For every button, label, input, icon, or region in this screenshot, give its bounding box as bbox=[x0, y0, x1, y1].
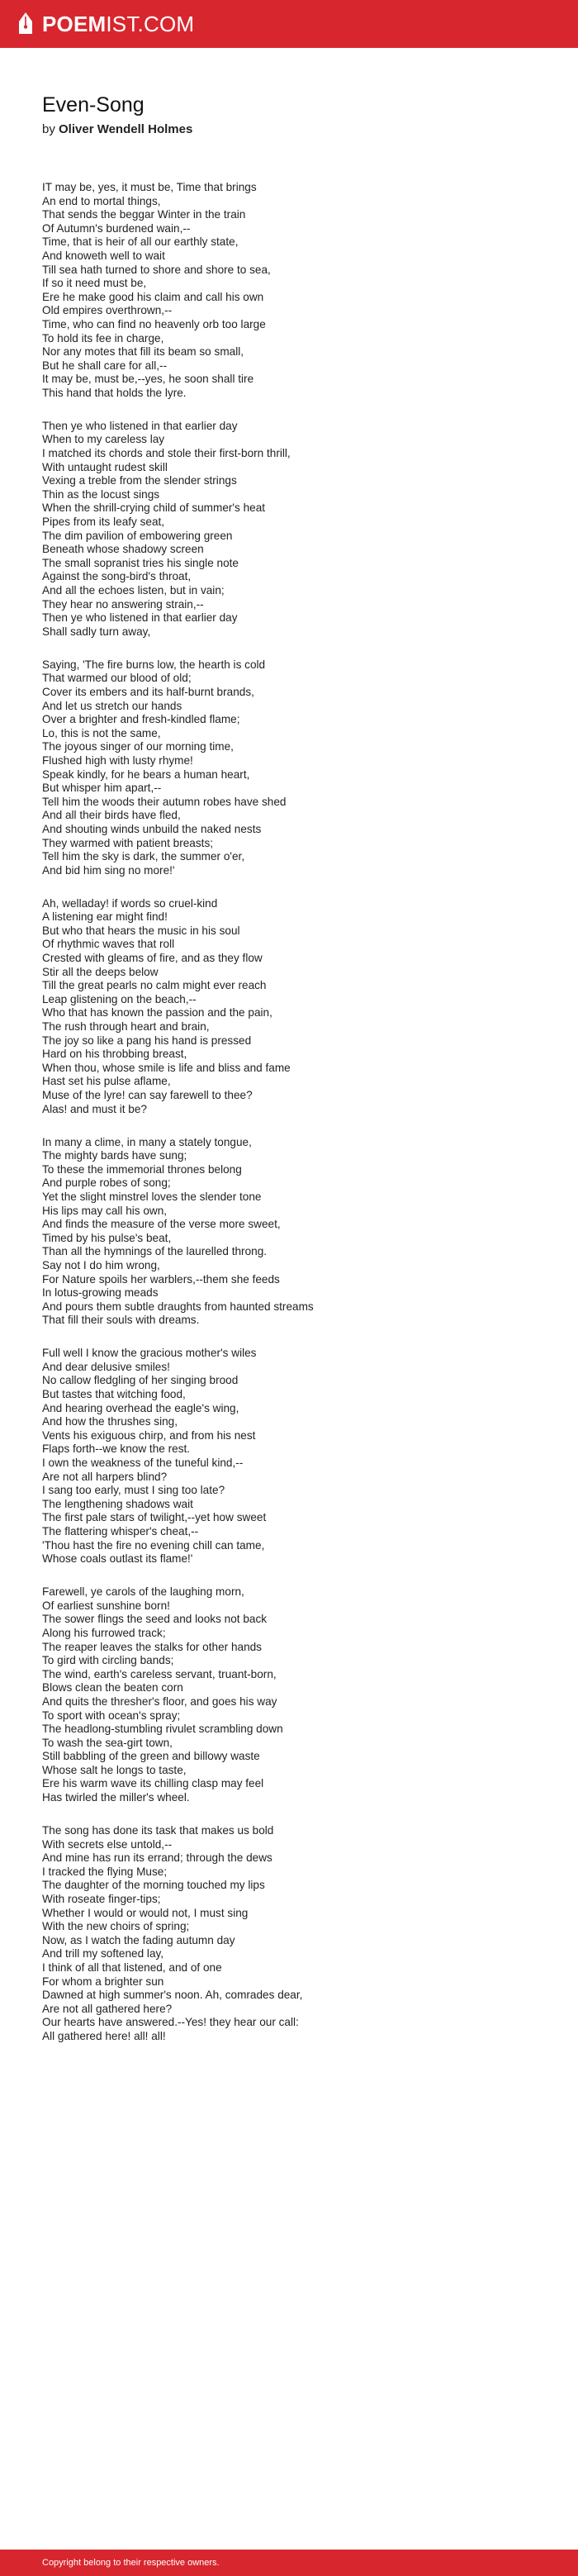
logo-text bbox=[42, 11, 194, 37]
poem-stanza bbox=[42, 1585, 554, 1805]
poem-line: Are not all gathered here? bbox=[42, 2002, 173, 2015]
poem-title: Even-Song bbox=[42, 93, 144, 116]
poem-line: That warmed our blood of old; bbox=[42, 672, 192, 685]
poem-line: Yet the slight minstrel loves the slender tone bbox=[42, 1190, 262, 1203]
poem-line: That fill their souls with dreams. bbox=[42, 1314, 200, 1327]
poem-line: For Nature spoils her warblers,--them she feeds bbox=[42, 1272, 280, 1286]
poem-line: In many a clime, in many a stately tongue, bbox=[42, 1135, 252, 1148]
poem-line: Full well I know the gracious mother's wiles bbox=[42, 1347, 257, 1360]
poem-line: Tell him the woods their autumn robes have shed bbox=[42, 795, 287, 808]
poem-line: Speak kindly, for he bears a human heart, bbox=[42, 768, 250, 781]
poem-line: IT may be, yes, it must be, Time that brings bbox=[42, 181, 257, 193]
poem-line: With secrets else untold,-- bbox=[42, 1837, 173, 1851]
poem-line: The lengthening shadows wait bbox=[42, 1497, 193, 1510]
poem-line: Timed by his pulse's beat, bbox=[42, 1231, 172, 1244]
poem-line: The flattering whisper's cheat,-- bbox=[42, 1524, 199, 1538]
poem-line: And finds the measure of the verse more sweet, bbox=[42, 1218, 281, 1231]
poem-line: And all their birds have fled, bbox=[42, 809, 181, 822]
poem-line: Pipes from its leafy seat, bbox=[42, 516, 165, 529]
poem-line: With roseate finger-tips; bbox=[42, 1893, 161, 1906]
poem-line: Then ye who listened in that earlier day bbox=[42, 611, 238, 625]
poem-line: To these the immemorial thrones belong bbox=[42, 1162, 242, 1176]
poem-line: Then ye who listened in that earlier day bbox=[42, 419, 238, 432]
poem-line: The daughter of the morning touched my lips bbox=[42, 1879, 265, 1892]
poem-line: And shouting winds unbuild the naked nests bbox=[42, 822, 262, 835]
poem-line: The joyous singer of our morning time, bbox=[42, 740, 234, 753]
poem-line: And trill my softened lay, bbox=[42, 1947, 164, 1961]
poem-line: I sang too early, must I sing too late? bbox=[42, 1484, 225, 1497]
site-header bbox=[0, 0, 578, 48]
poem-line: For whom a brighter sun bbox=[42, 1975, 164, 1988]
poem-byline bbox=[42, 121, 192, 138]
poem-line: Along his furrowed track; bbox=[42, 1626, 166, 1639]
poem-line: No callow fledgling of her singing brood bbox=[42, 1374, 239, 1387]
poem-line: Our hearts have answered.--Yes! they hear our call: bbox=[42, 2016, 299, 2029]
author-link[interactable]: Oliver Wendell Holmes bbox=[59, 122, 193, 136]
poem-line: All gathered here! all! all! bbox=[42, 2029, 166, 2042]
poem-line: It may be, must be,--yes, he soon shall tire bbox=[42, 373, 254, 386]
poem-line: To gird with circling bands; bbox=[42, 1654, 174, 1667]
poem-line: In lotus-growing meads bbox=[42, 1286, 159, 1300]
poem-stanza bbox=[42, 420, 554, 639]
poem-line: Muse of the lyre! can say farewell to thee? bbox=[42, 1088, 253, 1101]
poem-line: Vents his exiguous chirp, and from his nest bbox=[42, 1428, 256, 1442]
poem-stanza bbox=[42, 1824, 554, 2044]
poem-line: Of Autumn's burdened wain,-- bbox=[42, 221, 191, 235]
poem-line: When to my careless lay bbox=[42, 433, 165, 446]
poem-line: Ere his warm wave its chilling clasp may feel bbox=[42, 1777, 264, 1790]
poem-line: To hold its fee in charge, bbox=[42, 331, 164, 345]
poem-line: Time, that is heir of all our earthly state, bbox=[42, 235, 239, 249]
poem-line: Hard on his throbbing breast, bbox=[42, 1048, 187, 1061]
poem-line: Against the song-bird's throat, bbox=[42, 570, 192, 583]
poem-line: Beneath whose shadowy screen bbox=[42, 543, 204, 556]
poem-line: Ere he make good his claim and call his own bbox=[42, 290, 264, 303]
poem-line: A listening ear might find! bbox=[42, 910, 168, 924]
poem-line: And let us stretch our hands bbox=[42, 699, 182, 712]
copyright-text: Copyright belong to their respective owners. bbox=[42, 2558, 220, 2568]
poem-line: And knoweth well to wait bbox=[42, 249, 165, 262]
poem-line: This hand that holds the lyre. bbox=[42, 386, 187, 399]
poem-line: But tastes that witching food, bbox=[42, 1388, 186, 1401]
poem-line: And hearing overhead the eagle's wing, bbox=[42, 1401, 239, 1414]
poem-line: The headlong-stumbling rivulet scrambling down bbox=[42, 1723, 283, 1736]
poem-line: To wash the sea-girt town, bbox=[42, 1736, 173, 1749]
poem-line: Ah, welladay! if words so cruel-kind bbox=[42, 896, 218, 910]
poem-line: The joy so like a pang his hand is pressed bbox=[42, 1034, 252, 1047]
poem-line: Hast set his pulse aflame, bbox=[42, 1075, 171, 1088]
poem-line: Are not all harpers blind? bbox=[42, 1470, 168, 1483]
poem-line: Lo, this is not the same, bbox=[42, 726, 161, 739]
poem-line: And dear delusive smiles! bbox=[42, 1360, 170, 1373]
poem-line: Vexing a treble from the slender strings bbox=[42, 474, 237, 487]
poem-line: His lips may call his own, bbox=[42, 1204, 168, 1217]
poem-line: And bid him sing no more!' bbox=[42, 863, 175, 877]
poem-line: Has twirled the miller's wheel. bbox=[42, 1791, 190, 1804]
poem-line: And purple robes of song; bbox=[42, 1176, 171, 1190]
logo-text-light: IST.COM bbox=[106, 12, 195, 36]
poem-line: Over a brighter and fresh-kindled flame; bbox=[42, 713, 240, 726]
poem-line: Nor any motes that fill its beam so small, bbox=[42, 345, 244, 359]
poem-line: To sport with ocean's spray; bbox=[42, 1709, 181, 1722]
poem-line: And how the thrushes sing, bbox=[42, 1415, 178, 1428]
logo-text-bold: POEM bbox=[42, 12, 107, 36]
pen-nib-icon bbox=[17, 12, 35, 36]
poem-line: I matched its chords and stole their first-born thrill, bbox=[42, 447, 291, 460]
poem-line: But who that hears the music in his soul bbox=[42, 924, 240, 937]
poem-stanza bbox=[42, 897, 554, 1117]
poem-line: Dawned at high summer's noon. Ah, comrades dear, bbox=[42, 1989, 303, 2002]
by-label: by bbox=[42, 122, 55, 136]
poem-line: Cover its embers and its half-burnt brands, bbox=[42, 685, 254, 698]
poem-line: Of rhythmic waves that roll bbox=[42, 938, 175, 951]
poem-line: Till sea hath turned to shore and shore to sea, bbox=[42, 263, 271, 276]
poem-line: I think of all that listened, and of one bbox=[42, 1961, 222, 1974]
poem-line: I tracked the flying Muse; bbox=[42, 1865, 168, 1878]
poem-line: The song has done its task that makes us bold bbox=[42, 1824, 274, 1837]
poem-line: Time, who can find no heavenly orb too large bbox=[42, 317, 266, 330]
poem-line: Who that has known the passion and the pain, bbox=[42, 1006, 272, 1019]
poem-line: Thin as the locust sings bbox=[42, 487, 160, 501]
poem-line: Alas! and must it be? bbox=[42, 1102, 147, 1115]
poem-line: The reaper leaves the stalks for other hands bbox=[42, 1640, 262, 1653]
poem-stanza bbox=[42, 181, 554, 401]
poem-line: And mine has run its errand; through the dews bbox=[42, 1851, 272, 1865]
poem-line: They warmed with patient breasts; bbox=[42, 836, 214, 849]
poem-line: And quits the thresher's floor, and goes his way bbox=[42, 1694, 277, 1708]
poem-line: Farewell, ye carols of the laughing morn, bbox=[42, 1585, 244, 1599]
poem-line: Flushed high with lusty rhyme! bbox=[42, 753, 193, 767]
poem-line: And pours them subtle draughts from haunted streams bbox=[42, 1300, 314, 1313]
poem-stanza bbox=[42, 658, 554, 878]
poem-line: That sends the beggar Winter in the train bbox=[42, 208, 246, 221]
poem-body bbox=[42, 181, 554, 2063]
poem-line: When the shrill-crying child of summer's heat bbox=[42, 501, 266, 515]
poem-line: Stir all the deeps below bbox=[42, 965, 159, 978]
poem-line: The dim pavilion of embowering green bbox=[42, 529, 233, 542]
poem-line: With untaught rudest skill bbox=[42, 460, 168, 473]
poem-stanza bbox=[42, 1347, 554, 1566]
poem-line: The rush through heart and brain, bbox=[42, 1020, 210, 1034]
poem-line: But whisper him apart,-- bbox=[42, 782, 162, 795]
poem-line: They hear no answering strain,-- bbox=[42, 597, 204, 611]
poem-line: The sower flings the seed and looks not back bbox=[42, 1613, 268, 1626]
poem-line: The first pale stars of twilight,--yet how sweet bbox=[42, 1511, 267, 1524]
poem-line: Than all the hymnings of the laurelled throng. bbox=[42, 1245, 268, 1258]
poem-line: The mighty bards have sung; bbox=[42, 1149, 187, 1162]
poem-line: Blows clean the beaten corn bbox=[42, 1681, 183, 1694]
poem-line: Now, as I watch the fading autumn day bbox=[42, 1933, 235, 1946]
poem-line: Saying, 'The fire burns low, the hearth is cold bbox=[42, 658, 266, 671]
poem-line: When thou, whose smile is life and bliss and fame bbox=[42, 1061, 291, 1074]
poem-line: Of earliest sunshine born! bbox=[42, 1599, 170, 1612]
site-footer bbox=[0, 2550, 578, 2576]
poem-line: And all the echoes listen, but in vain; bbox=[42, 584, 225, 597]
poem-line: But he shall care for all,-- bbox=[42, 359, 168, 372]
site-logo[interactable] bbox=[17, 11, 194, 37]
poem-line: Whose coals outlast its flame!' bbox=[42, 1552, 193, 1566]
poem-stanza bbox=[42, 1136, 554, 1328]
poem-line: Shall sadly turn away, bbox=[42, 625, 151, 638]
poem-line: Whether I would or would not, I must sing bbox=[42, 1906, 249, 1919]
poem-line: 'Thou hast the fire no evening chill can tame, bbox=[42, 1538, 265, 1552]
poem-line: Whose salt he longs to taste, bbox=[42, 1763, 187, 1776]
poem-line: Tell him the sky is dark, the summer o'er, bbox=[42, 850, 245, 863]
poem-line: Old empires overthrown,-- bbox=[42, 304, 173, 317]
poem-line: Still babbling of the green and billowy waste bbox=[42, 1750, 260, 1763]
poem-line: Crested with gleams of fire, and as they flow bbox=[42, 952, 263, 965]
poem-line: The wind, earth's careless servant, truant-born, bbox=[42, 1667, 277, 1680]
poem-line: Say not I do him wrong, bbox=[42, 1258, 160, 1271]
poem-line: Leap glistening on the beach,-- bbox=[42, 992, 197, 1005]
poem-line: If so it need must be, bbox=[42, 277, 147, 290]
poem-line: With the new choirs of spring; bbox=[42, 1920, 190, 1933]
poem-line: An end to mortal things, bbox=[42, 194, 161, 207]
poem-line: I own the weakness of the tuneful kind,-- bbox=[42, 1457, 244, 1470]
poem-line: The small sopranist tries his single note bbox=[42, 556, 239, 569]
poem-line: Flaps forth--we know the rest. bbox=[42, 1442, 191, 1456]
poem-line: Till the great pearls no calm might ever reach bbox=[42, 979, 267, 992]
